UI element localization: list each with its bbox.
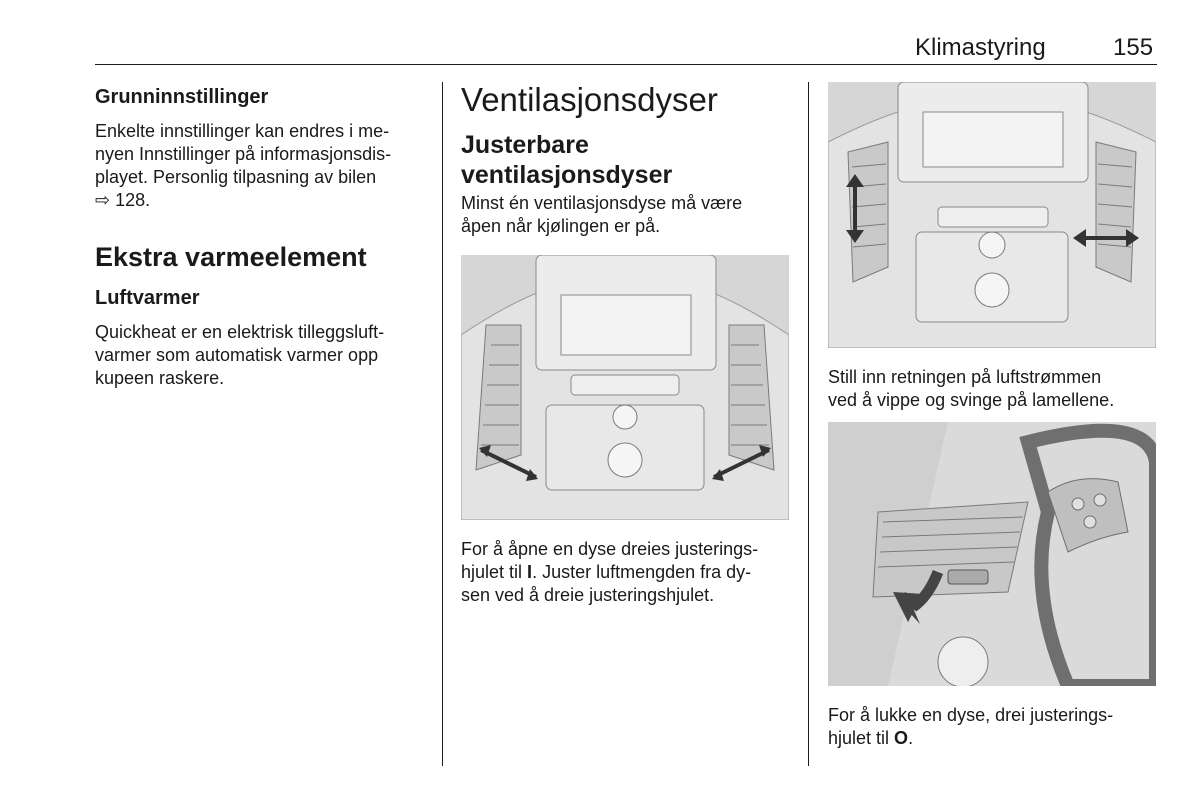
heading-ekstra-varmeelement: Ekstra varmeelement [95,242,367,272]
caption-direction [828,366,1158,412]
text-line: Minst én ventilasjonsdyse må være [461,193,743,213]
text-fragment: . [908,728,914,748]
page-reference[interactable]: 128. [115,190,151,210]
page-reference-icon: ⇨ [95,190,111,210]
heading-ventilasjonsdyser: Ventilasjonsdyser [461,81,718,118]
heading-justerbare-line1: Justerbare [461,131,589,159]
open-symbol-icon: I [527,562,533,582]
text-fragment: hjulet til [461,562,528,582]
text-line: ved å vippe og svinge på lamellene. [828,390,1115,410]
text-line: Quickheat er en elektrisk tilleggsluft- [95,322,385,342]
figure-vent-direction [828,82,1156,348]
text-fragment: hjulet til [828,728,895,748]
heading-grunninnstillinger: Grunninnstillinger [95,86,269,108]
figure-dashboard-vents [461,255,789,520]
header-rule [95,64,1157,65]
figure-side-vent [828,422,1156,686]
text-line: sen ved å dreie justeringshjulet. [461,585,715,605]
text-line: nyen Innstillinger på informasjonsdis- [95,144,392,164]
side-vent-illustration [828,422,1156,686]
heading-luftvarmer: Luftvarmer [95,287,200,309]
vent-direction-illustration [828,82,1156,348]
text-line: åpen når kjølingen er på. [461,216,661,236]
column-divider-right [808,82,809,766]
text-fragment: . Juster luftmengden fra dy- [532,562,752,582]
close-symbol-icon: O [894,728,909,748]
column-left [95,84,425,390]
dashboard-illustration [461,255,789,520]
text-line: Enkelte innstillinger kan endres i me- [95,121,390,141]
caption-open-vent [461,538,791,607]
column-divider-left [442,82,443,766]
text-line [828,727,1158,750]
text-line [95,189,425,212]
running-header-title: Klimastyring [915,34,1046,61]
page-number: 155 [1113,34,1154,61]
text-line: varmer som automatisk varmer opp [95,345,379,365]
caption-close-vent [828,704,1158,750]
text-line: Still inn retningen på luftstrømmen [828,367,1102,387]
text-line [461,561,791,584]
text-line: playet. Personlig tilpasning av bilen [95,167,377,187]
text-line: kupeen raskere. [95,368,225,388]
heading-justerbare-line2: ventilasjonsdyser [461,161,673,189]
column-middle [461,80,791,238]
text-line: For å lukke en dyse, drei justerings- [828,705,1114,725]
text-line: For å åpne en dyse dreies justerings- [461,539,759,559]
